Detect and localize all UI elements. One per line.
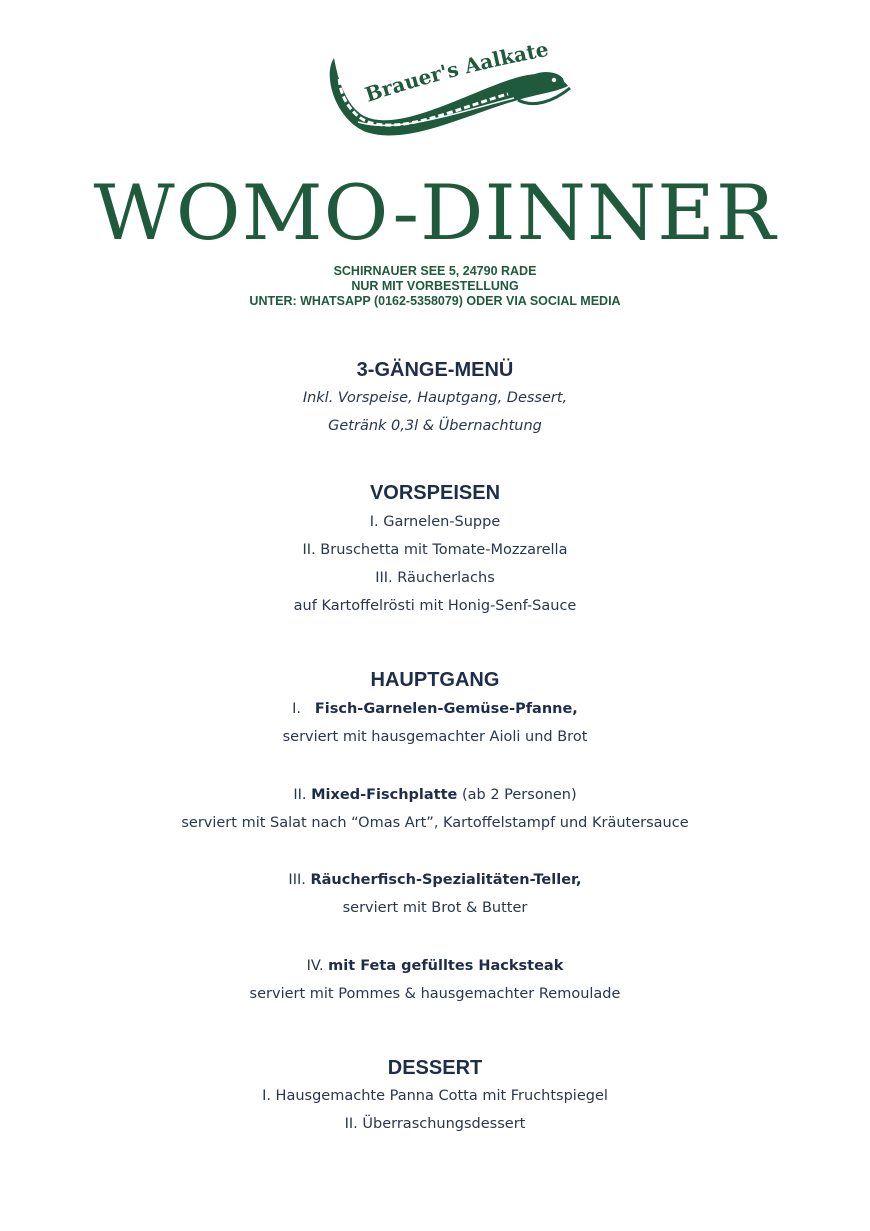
item-name: mit Feta gefülltes Hacksteak xyxy=(328,958,564,974)
reservation-notice: NUR MIT VORBESTELLUNG xyxy=(351,279,519,293)
hauptgang-item-desc: serviert mit Brot & Butter xyxy=(342,900,528,916)
hauptgang-item-desc: serviert mit Salat nach “Omas Art”, Kartoffelstampf und Kräutersauce xyxy=(181,815,689,831)
vorspeise-item: II. Bruschetta mit Tomate-Mozzarella xyxy=(302,542,568,558)
item-name: Mixed-Fischplatte xyxy=(311,787,458,803)
menu-includes-line-2: Getränk 0,3l & Übernachtung xyxy=(328,418,542,434)
vorspeise-item: I. Garnelen-Suppe xyxy=(369,514,501,530)
dessert-item: I. Hausgemachte Panna Cotta mit Fruchtspiegel xyxy=(262,1088,608,1104)
menu-heading: 3-GÄNGE-MENÜ xyxy=(356,359,514,381)
hauptgang-heading: HAUPTGANG xyxy=(370,669,500,691)
hauptgang-item-title xyxy=(0,781,870,809)
item-name: Räucherfisch-Spezialitäten-Teller, xyxy=(310,872,582,888)
hauptgang-item-title xyxy=(0,952,870,980)
dessert-item: II. Überraschungsdessert xyxy=(344,1116,526,1132)
hauptgang-item-title xyxy=(0,695,870,723)
brand-logo xyxy=(318,36,574,144)
vorspeisen-heading: VORSPEISEN xyxy=(369,482,501,504)
dessert-heading: DESSERT xyxy=(387,1057,483,1079)
hauptgang-item-desc: serviert mit hausgemachter Aioli und Brot xyxy=(282,729,588,745)
info-block xyxy=(0,264,870,309)
hauptgang-item-desc: serviert mit Pommes & hausgemachter Remoulade xyxy=(249,986,621,1002)
logo-text: Brauer's Aalkate xyxy=(362,36,551,107)
contact-text: UNTER: WHATSAPP (0162-5358079) ODER VIA SOCIAL MEDIA xyxy=(249,294,621,308)
item-numeral: II. xyxy=(293,787,307,803)
page-title: WOMO-DINNER xyxy=(93,168,777,257)
hauptgang-item-title xyxy=(0,866,870,894)
item-numeral: I. xyxy=(292,701,302,717)
item-numeral: III. xyxy=(288,872,306,888)
vorspeise-item: III. Räucherlachs xyxy=(375,570,495,586)
vorspeise-item-detail: auf Kartoffelrösti mit Honig-Senf-Sauce xyxy=(293,598,577,614)
item-note: (ab 2 Personen) xyxy=(461,787,577,803)
item-numeral: IV. xyxy=(306,958,324,974)
menu-includes-line-1: Inkl. Vorspeise, Hauptgang, Dessert, xyxy=(302,390,568,406)
address-text: SCHIRNAUER SEE 5, 24790 RADE xyxy=(333,264,537,278)
item-name: Fisch-Garnelen-Gemüse-Pfanne, xyxy=(314,701,578,717)
